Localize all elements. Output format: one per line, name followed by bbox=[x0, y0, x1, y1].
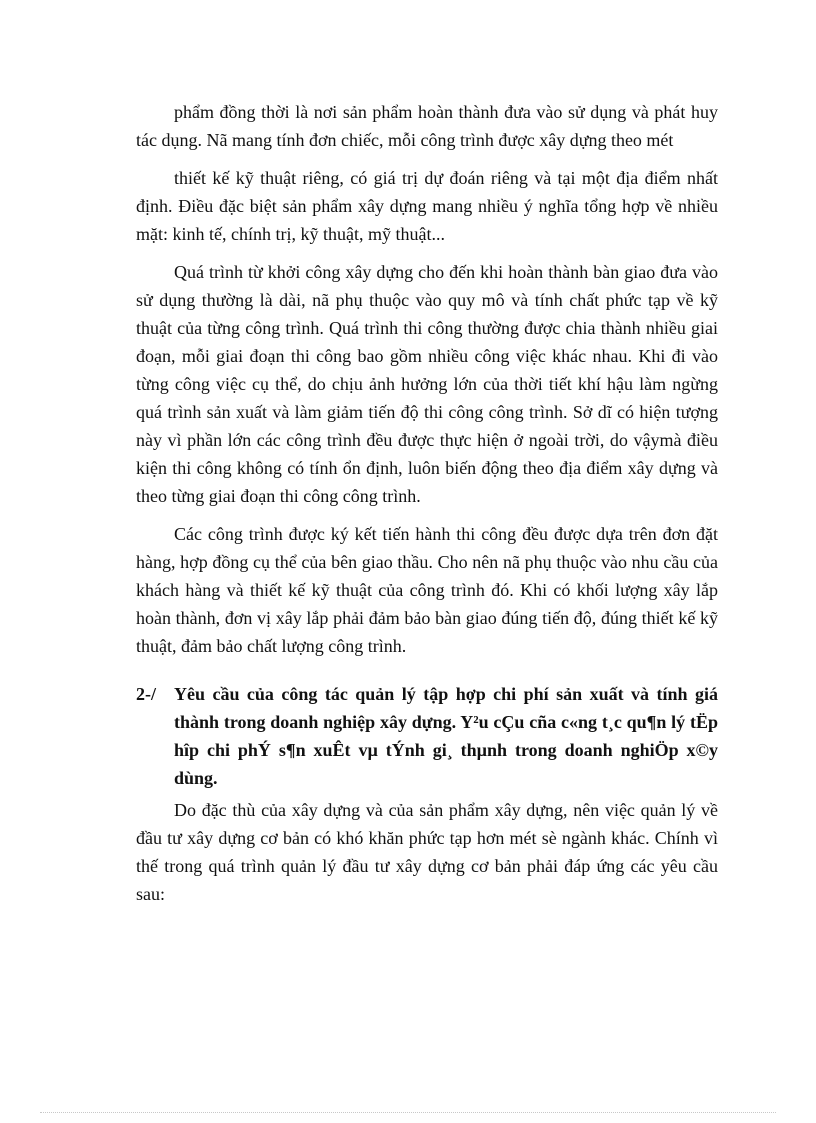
paragraph-2: thiết kế kỹ thuật riêng, có giá trị dự đoán riêng và tại một địa điểm nhất định. Điều đặc biệt sản phẩm xây dựng mang nhiều ý nghĩa tổng hợp về nhiều mặt: kinh tế, chính trị, kỹ thuật, mỹ thuật... bbox=[136, 168, 718, 244]
paragraph-3: Quá trình từ khởi công xây dựng cho đến khi hoàn thành bàn giao đưa vào sử dụng thường là dài, nã phụ thuộc vào quy mô và tính chất phức tạp về kỹ thuật của từng công trình. Quá trình thi công thường được chia thành nhiều giai đoạn, mỗi giai đoạn thi công bao gồm nhiều công việc khác nhau. Khi đi vào từng công việc cụ thể, do chịu ảnh hưởng lớn của thời tiết khí hậu làm ngừng quá trình sản xuất và làm giảm tiến độ thi công công trình. Sở dĩ có hiện tượng này vì phần lớn các công trình đều được thực hiện ở ngoài trời, do vậymà điều kiện thi công không có tính ổn định, luôn biến động theo địa điểm xây dựng và theo từng giai đoạn thi công công trình. bbox=[136, 262, 718, 506]
section-heading-number: 2-/ bbox=[136, 684, 156, 704]
section-heading-text: Yêu cầu của công tác quản lý tập hợp chi phí sản xuất và tính giá thành trong doanh nghiệp xây dựng. Y²u cÇu cña c«ng t¸c qu¶n lý tËp hîp chi phÝ s¶n xuÊt vµ tÝnh gi¸ thµnh trong doanh nghiÖp x©y dùng. bbox=[174, 684, 718, 788]
paragraph-4: Các công trình được ký kết tiến hành thi công đều được dựa trên đơn đặt hàng, hợp đồng cụ thể của bên giao thầu. Cho nên nã phụ thuộc vào nhu cầu của khách hàng và thiết kế kỹ thuật của công trình đó. Khi có khối lượng xây lắp hoàn thành, đơn vị xây lắp phải đảm bảo bàn giao đúng tiến độ, đúng thiết kế kỹ thuật, đảm bảo chất lượng công trình. bbox=[136, 524, 718, 656]
paragraph-1: phẩm đồng thời là nơi sản phẩm hoàn thành đưa vào sử dụng và phát huy tác dụng. Nã mang tính đơn chiếc, mỗi công trình được xây dựng theo mét bbox=[136, 102, 718, 150]
closing-paragraph: Do đặc thù của xây dựng và của sản phẩm xây dựng, nên việc quản lý về đầu tư xây dựng cơ bản có khó khăn phức tạp hơn mét sè ngành khác. Chính vì thế trong quá trình quản lý đầu tư xây dựng cơ bản phải đáp ứng các yêu cầu sau: bbox=[136, 800, 718, 904]
document-body bbox=[136, 98, 718, 918]
section-heading bbox=[136, 680, 718, 792]
page-bottom-divider bbox=[40, 1112, 776, 1113]
